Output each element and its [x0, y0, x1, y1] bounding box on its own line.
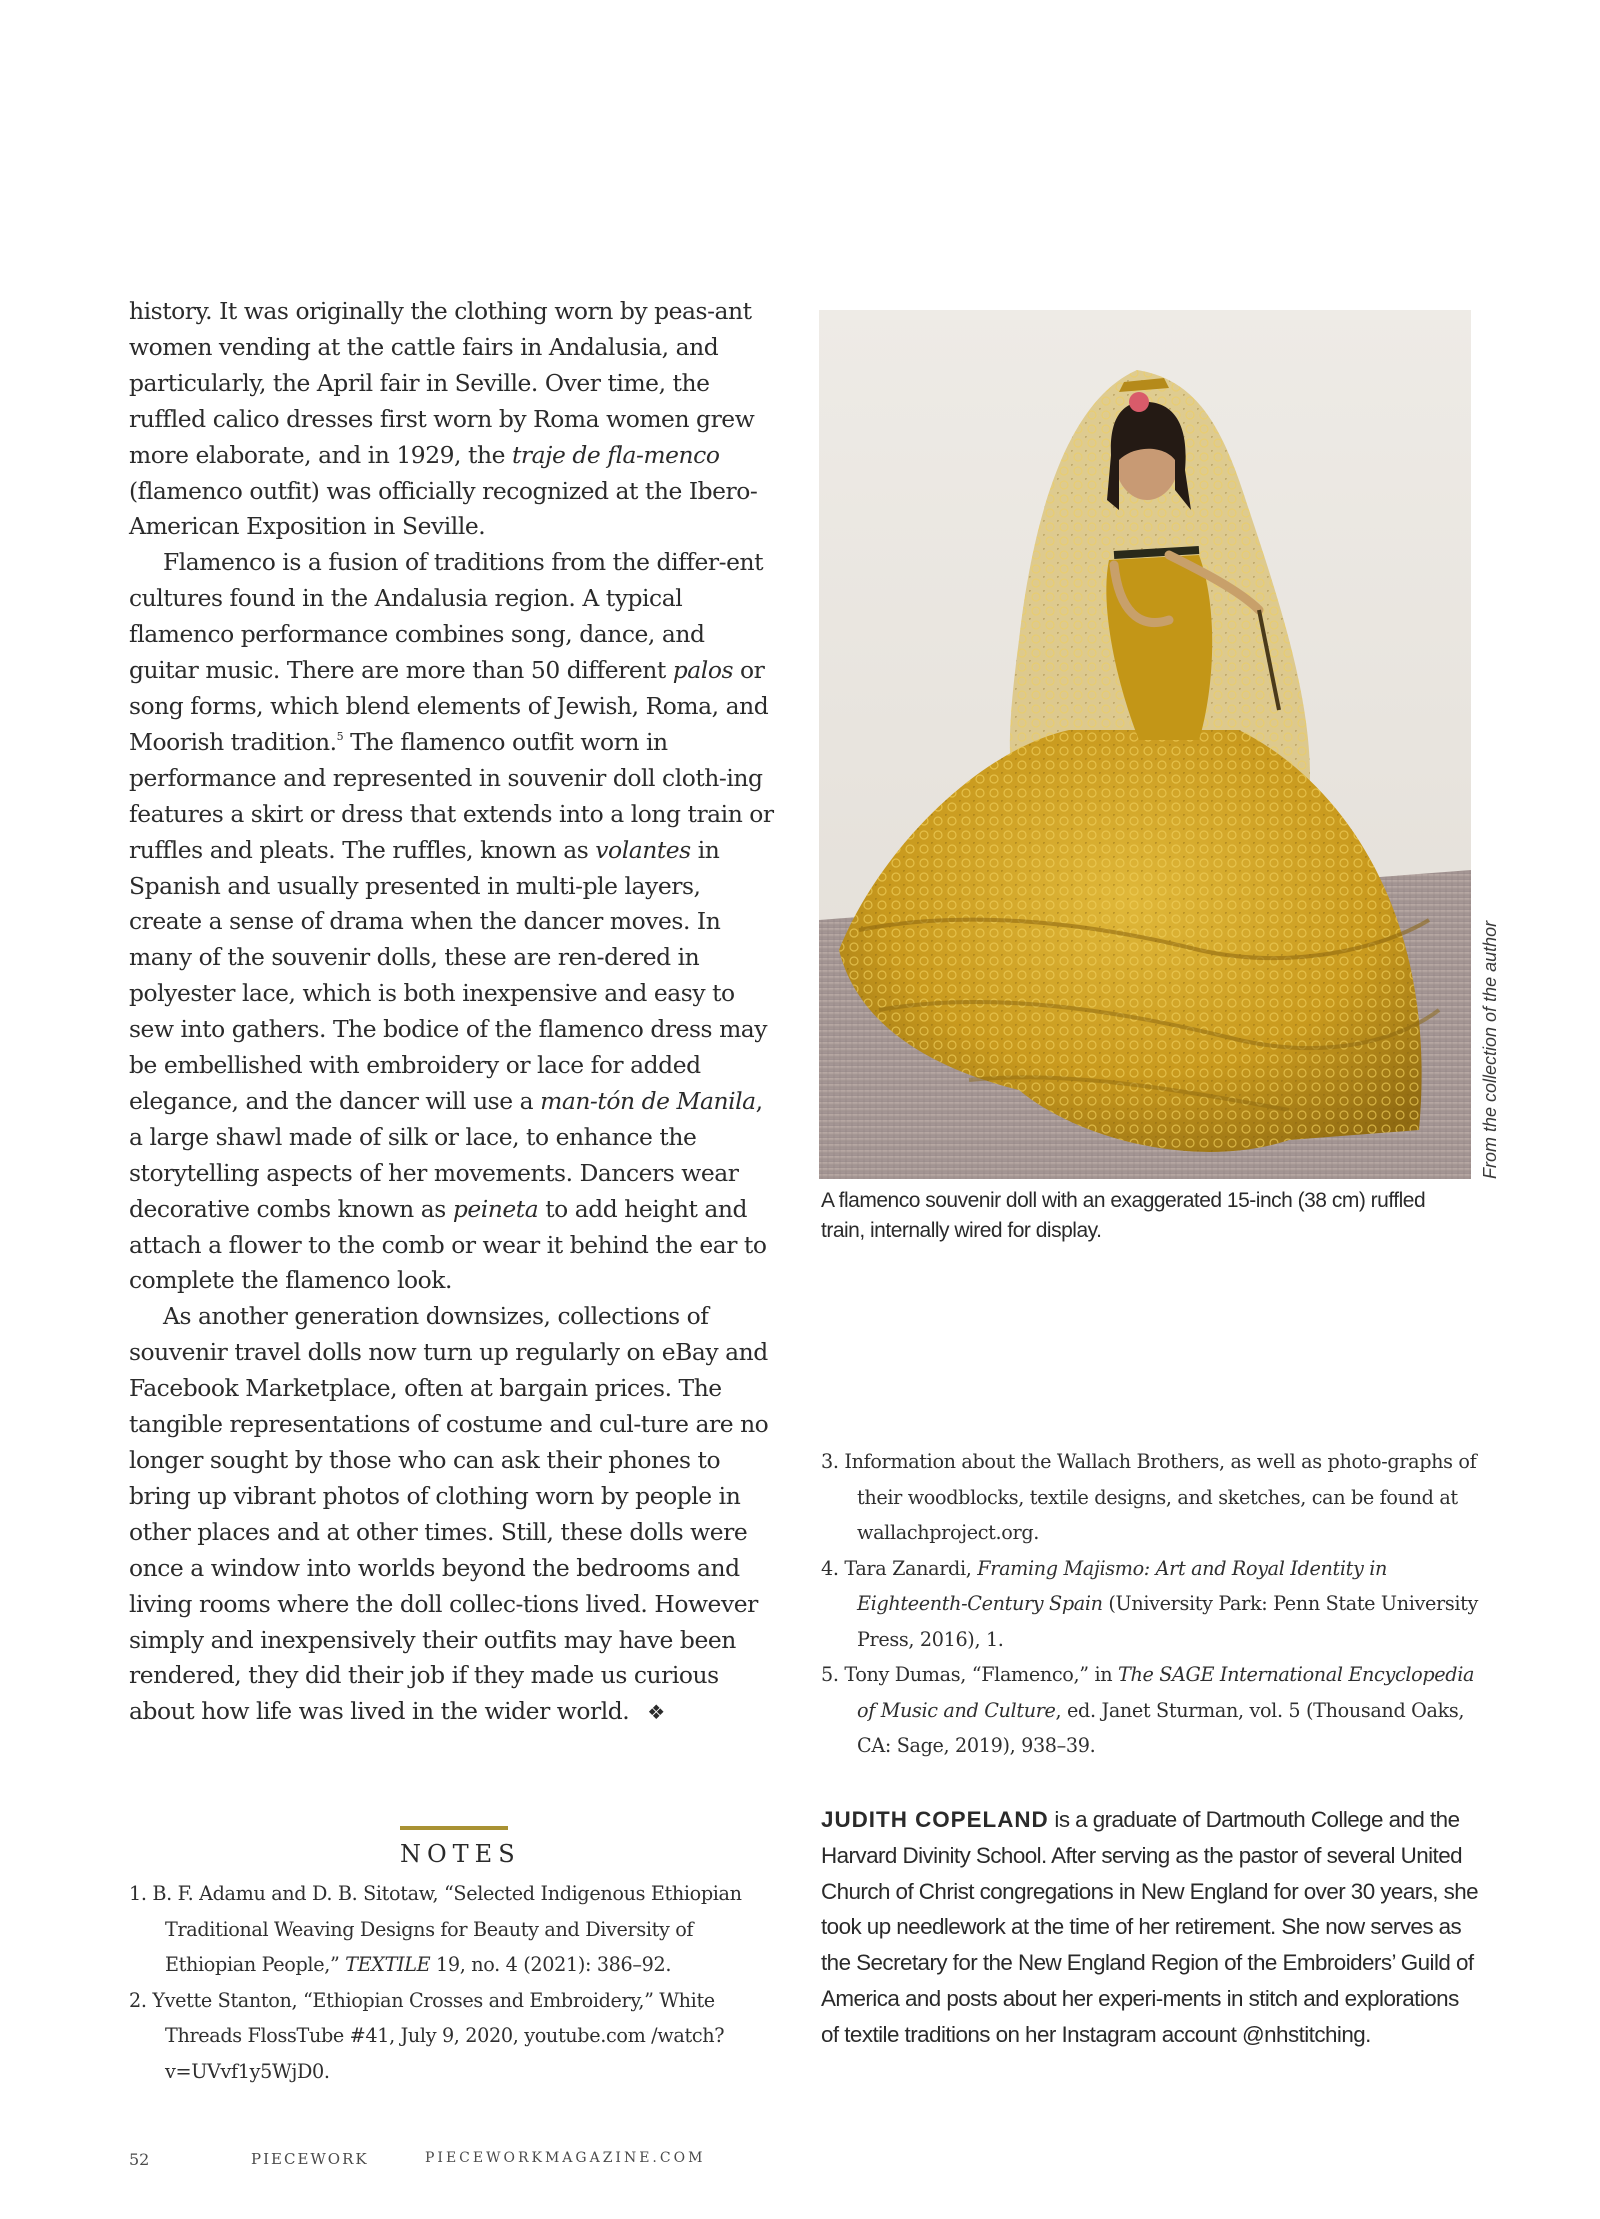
text-run: , ed. Janet Sturman, vol. 5 (Thousand Oaks, CA: Sage, 2019), 938–39.	[857, 1698, 1465, 1757]
text-run: to add height and attach a flower to the comb or wear it behind the ear to complete the flamenco look.	[129, 1194, 767, 1295]
note-4	[821, 1551, 1481, 1658]
notes-list	[129, 1876, 789, 2089]
text-run: Flamenco is a fusion of traditions from the differ-ent cultures found in the Andalusia region. A typical flamenco performance combines song, dance, and guitar music. There are more than 50 different	[129, 548, 764, 685]
text-run: (University Park: Penn State University Press, 2016), 1.	[857, 1592, 1478, 1651]
text-run: 19, no. 4 (2021): 386–92.	[430, 1953, 672, 1976]
notes-list-continued	[821, 1444, 1481, 1764]
text-run: 1. B. F. Adamu and D. B. Sitotaw, “Selected Indigenous Ethiopian Traditional Weaving Designs for Beauty and Diversity of Ethiopian People,”	[129, 1882, 742, 1976]
note-1	[129, 1876, 789, 1983]
article-body	[129, 294, 779, 1731]
italic-term: palos	[672, 656, 734, 685]
text-run: 4. Tara Zanardi,	[821, 1556, 978, 1580]
photo-caption: A flamenco souvenir doll with an exaggerated 15-inch (38 cm) ruffled train, internally wired for display.	[821, 1189, 1426, 1242]
text-run: history. It was originally the clothing worn by peas-ant women vending at the cattle fairs in Andalusia, and particularly, the April fair in Seville. Over time, the ruffled calico dresses first worn by Roma women grew more elaborate, and in 1929, the	[129, 297, 755, 469]
author-bio	[821, 1802, 1481, 2053]
italic-term: traje de fla-menco	[511, 440, 720, 469]
text-run: in Spanish and usually presented in multi-ple layers, create a sense of drama when the dancer moves. In many of the souvenir dolls, these are ren-dered in polyester lace, which is both inexpensive and easy to sew into gathers. The bodice of the flamenco dress may be embellished with embroidery or lace for added elegance, and the dancer will use a	[129, 835, 768, 1115]
italic-term: The SAGE International Encyclopedia of Music and Culture	[857, 1663, 1475, 1722]
notes-rule	[400, 1826, 508, 1830]
magazine-website: PIECEWORKMAGAZINE.COM	[425, 2150, 706, 2166]
note-3	[821, 1444, 1481, 1551]
flower-icon	[1129, 392, 1149, 412]
page-number: 52	[129, 2150, 150, 2169]
footnote-ref: 5	[336, 729, 344, 743]
text-run: 2. Yvette Stanton, “Ethiopian Crosses and Embroidery,” White Threads FlossTube #41, July 9, 2020, youtube.com /watch?v=UVvf1y5WjD0.	[129, 1988, 725, 2083]
text-run: 3. Information about the Wallach Brothers, as well as photo-graphs of their woodblocks, textile designs, and sketches, can be found at wallachproject.org.	[821, 1450, 1477, 1544]
end-mark-icon: ❖	[647, 1700, 665, 1725]
italic-term: peineta	[452, 1194, 539, 1223]
paragraph-3-text	[129, 1302, 768, 1725]
text-run: The flamenco outfit worn in performance and represented in souvenir doll cloth-ing features a skirt or dress that extends into a long train or ruffles and pleats. The ruffles, known as	[129, 727, 774, 864]
text-run: , a large shawl made of silk or lace, to enhance the storytelling aspects of her movements. Dancers wear decorative combs known as	[129, 1086, 763, 1223]
paragraph-1	[129, 294, 779, 545]
doll-photo	[819, 310, 1471, 1179]
text-run: As another generation downsizes, collections of souvenir travel dolls now turn up regularly on eBay and Facebook Marketplace, often at bargain prices. The tangible representations of costume and cul-ture are no longer sought by those who can ask their phones to bring up vibrant photos of clothing worn by people in other places and at other times. Still, these dolls were once a window into worlds beyond the bedrooms and living rooms where the doll collec-tions lived. However simply and inexpensively their outfits may have been rendered, they did their job if they made us curious about how life was lived in the wider world.	[129, 1302, 769, 1726]
italic-term: volantes	[595, 835, 691, 864]
photo-credit: From the collection of the author	[1480, 920, 1500, 1179]
author-name: JUDITH COPELAND	[821, 1807, 1049, 1832]
magazine-name: PIECEWORK	[251, 2150, 369, 2168]
text-run: 5. Tony Dumas, “Flamenco,” in	[821, 1663, 1118, 1686]
paragraph-2	[129, 545, 779, 1299]
italic-term: man-tón de Manila	[540, 1086, 756, 1115]
notes-heading: NOTES	[400, 1840, 521, 1868]
italic-term: Framing Majismo: Art and Royal Identity in Eighteenth-Century Spain	[857, 1556, 1388, 1615]
italic-term: TEXTILE	[345, 1953, 431, 1976]
note-5	[821, 1657, 1481, 1764]
paragraph-3	[129, 1299, 779, 1731]
text-run: (flamenco outfit) was officially recognized at the Ibero-American Exposition in Seville.	[129, 476, 758, 541]
note-2	[129, 1983, 789, 2090]
text-run: or song forms, which blend elements of Jewish, Roma, and Moorish tradition.	[129, 656, 769, 756]
author-bio-text: is a graduate of Dartmouth College and the Harvard Divinity School. After serving as the pastor of several United Church of Christ congregations in New England for over 30 years, she took up needlework at the time of her retirement. She now serves as the Secretary for the New England Region of the Embroiders’ Guild of America and posts about her experi-ments in stitch and explorations of textile traditions on her Instagram account @nhstitching.	[821, 1807, 1479, 2047]
